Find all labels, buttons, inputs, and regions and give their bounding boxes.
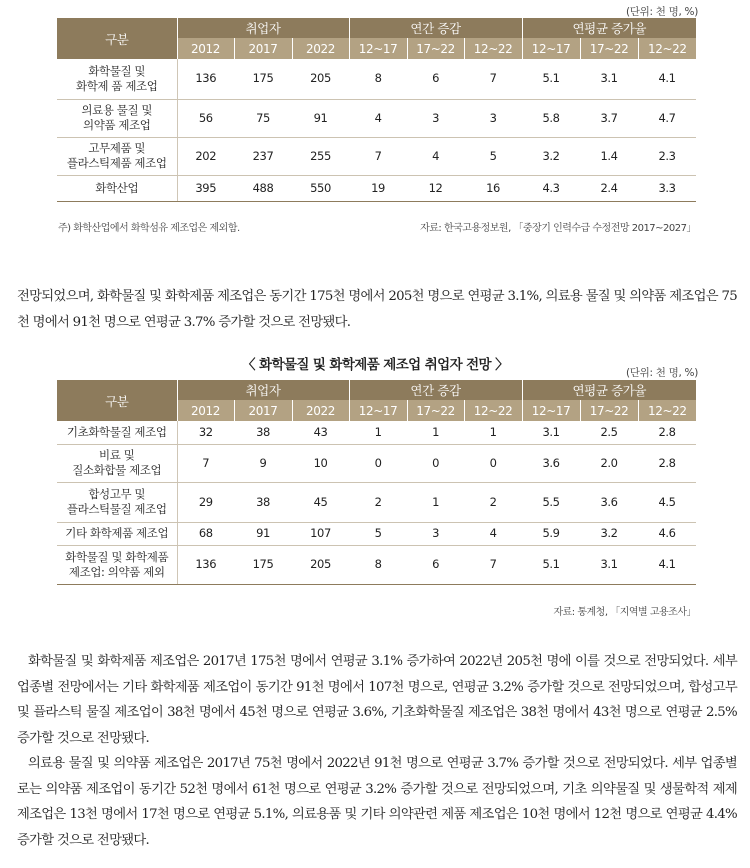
table-cell: 3.3 <box>638 175 696 201</box>
table-cell: 2.8 <box>638 444 696 482</box>
table1-subheader: 12~22 <box>464 38 522 59</box>
table-cell: 3.2 <box>580 522 638 545</box>
table-cell: 237 <box>234 137 292 175</box>
row-label-line: 화학제 품 제조업 <box>76 78 158 93</box>
table1-group-annual-change: 연간 증감 <box>349 18 522 38</box>
table-cell: 550 <box>292 175 349 201</box>
table2-subheader: 2022 <box>292 400 349 421</box>
table-cell: 32 <box>177 421 234 444</box>
table1-subheader: 12~17 <box>522 38 580 59</box>
table-cell: 2.3 <box>638 137 696 175</box>
table-cell: 1 <box>349 421 407 444</box>
row-label: 기타 화학제품 제조업 <box>57 522 177 545</box>
table-cell: 8 <box>349 545 407 584</box>
table-cell: 7 <box>464 59 522 99</box>
table-cell: 91 <box>292 99 349 137</box>
table-cell: 1 <box>407 421 464 444</box>
paragraph-3-text: 의료용 물질 및 의약품 제조업은 2017년 75천 명에서 2022년 91천 명으로 연평균 3.7% 증가할 것으로 전망되었다. 세부 업종별로는 의약품 제조업이 동기간 52천 명에서 61천 명으로 연평균 3.2% 증가할 것으로 전망되었으며, 기초 의약물질 및 생물학적 제제 제조업은 13천 명에서 17천 명으로 연평균 5.1%, 의료용품 및 기타 의약관련 제품 제조업은 10천 명에서 12천 명으로 연평균 4.4% 증가할 것으로 전망됐다. <box>17 756 737 848</box>
row-label: 기초화학물질 제조업 <box>57 421 177 444</box>
table-cell: 4.6 <box>638 522 696 545</box>
paragraph-2-text: 화학물질 및 화학제품 제조업은 2017년 175천 명에서 연평균 3.1% 증가하여 2022년 205천 명에 이를 것으로 전망되었다. 세부 업종별 전망에서는 기타 화학제품 제조업이 동기간 91천 명에서 107천 명으로, 연평균 3.2% 증가할 것으로 전망되었으며, 합성고무 및 플라스틱 물질 제조업이 38천 명에서 45천 명으로 연평균 3.6%, 기초화학물질 제조업은 38천 명에서 43천 명으로 연평균 2.5% 증가할 것으로 전망됐다. <box>17 654 737 746</box>
table-row <box>57 522 696 545</box>
row-label <box>57 482 177 522</box>
table1-group-growth-rate: 연평균 증가율 <box>522 18 696 38</box>
table-cell: 1 <box>407 482 464 522</box>
table2-corner: 구분 <box>57 380 177 421</box>
table-row <box>57 175 696 201</box>
table-cell: 5.9 <box>522 522 580 545</box>
row-label-line: 의료용 물질 및 <box>81 103 153 117</box>
table2-group-annual-change: 연간 증감 <box>349 380 522 400</box>
table-cell: 3 <box>407 522 464 545</box>
table-cell: 91 <box>234 522 292 545</box>
table-cell: 7 <box>349 137 407 175</box>
table-cell: 45 <box>292 482 349 522</box>
table-cell: 2 <box>349 482 407 522</box>
table-cell: 4.5 <box>638 482 696 522</box>
table2-group-growth-rate: 연평균 증가율 <box>522 380 696 400</box>
row-label-line: 플라스틱물질 제조업 <box>66 502 167 516</box>
table-cell: 12 <box>407 175 464 201</box>
table-row <box>57 444 696 482</box>
table-cell: 205 <box>292 545 349 584</box>
table-cell: 43 <box>292 421 349 444</box>
row-label-line: 의약품 제조업 <box>82 118 151 132</box>
table-cell: 5.5 <box>522 482 580 522</box>
table-row <box>57 421 696 444</box>
table-cell: 4.7 <box>638 99 696 137</box>
table2-subheader: 2012 <box>177 400 234 421</box>
table2-subheader: 17~22 <box>407 400 464 421</box>
table1-subheader: 17~22 <box>580 38 638 59</box>
table-row <box>57 99 696 137</box>
table2-subheader: 12~17 <box>522 400 580 421</box>
table-cell: 3 <box>407 99 464 137</box>
table-cell: 8 <box>349 59 407 99</box>
table-cell: 2.0 <box>580 444 638 482</box>
row-label-line: 화학물질 및 화학제품 <box>65 549 169 564</box>
table2-caption: 〈 화학물질 및 화학제품 제조업 취업자 전망 〉 <box>242 357 508 373</box>
table-cell: 202 <box>177 137 234 175</box>
row-label-line: 비료 및 <box>99 448 135 462</box>
table-cell: 175 <box>234 545 292 584</box>
table-cell: 3.1 <box>580 545 638 584</box>
table-cell: 5.8 <box>522 99 580 137</box>
table-cell: 2.8 <box>638 421 696 444</box>
table2-group-employed: 취업자 <box>177 380 349 400</box>
table-cell: 38 <box>234 482 292 522</box>
table-cell: 75 <box>234 99 292 137</box>
table-cell: 19 <box>349 175 407 201</box>
table-cell: 0 <box>407 444 464 482</box>
row-label: 화학산업 <box>57 175 177 201</box>
table-cell: 5 <box>464 137 522 175</box>
table2-subheader: 2017 <box>234 400 292 421</box>
table-cell: 0 <box>464 444 522 482</box>
table1-subheader: 17~22 <box>407 38 464 59</box>
table-row <box>57 545 696 584</box>
table-cell: 395 <box>177 175 234 201</box>
table2-source: 자료: 통계청, 「지역별 고용조사」 <box>553 607 696 618</box>
row-label-line: 제조업: 의약품 제외 <box>68 564 165 579</box>
table-cell: 3.1 <box>522 421 580 444</box>
table-row <box>57 482 696 522</box>
table-cell: 4 <box>349 99 407 137</box>
table-cell: 29 <box>177 482 234 522</box>
table-cell: 68 <box>177 522 234 545</box>
table2 <box>57 380 696 585</box>
table-cell: 3.2 <box>522 137 580 175</box>
table1-group-employed: 취업자 <box>177 18 349 38</box>
row-label-line: 질소화합물 제조업 <box>72 463 162 477</box>
table-cell: 16 <box>464 175 522 201</box>
table-cell: 4 <box>407 137 464 175</box>
table-cell: 3.6 <box>580 482 638 522</box>
table-cell: 2.4 <box>580 175 638 201</box>
table1-subheader: 2012 <box>177 38 234 59</box>
table-cell: 2.5 <box>580 421 638 444</box>
table1-footnote: 주) 화학산업에서 화학섬유 제조업은 제외함. <box>58 223 240 234</box>
table-cell: 5.1 <box>522 59 580 99</box>
table-cell: 4 <box>464 522 522 545</box>
row-label-line: 고무제품 및 <box>88 141 146 155</box>
table-cell: 5 <box>349 522 407 545</box>
table1-subheader: 12~22 <box>638 38 696 59</box>
table-cell: 56 <box>177 99 234 137</box>
row-label <box>57 137 177 175</box>
table-cell: 1.4 <box>580 137 638 175</box>
table1-subheader: 2017 <box>234 38 292 59</box>
table-cell: 4.1 <box>638 59 696 99</box>
row-label <box>57 59 177 99</box>
table-cell: 205 <box>292 59 349 99</box>
table-cell: 3.6 <box>522 444 580 482</box>
table-cell: 5.1 <box>522 545 580 584</box>
table2-unit: (단위: 천 명, %) <box>625 367 698 379</box>
table2-subheader: 12~22 <box>464 400 522 421</box>
table-cell: 0 <box>349 444 407 482</box>
table1-subheader: 12~17 <box>349 38 407 59</box>
row-label <box>57 444 177 482</box>
table1 <box>57 18 696 202</box>
table-cell: 38 <box>234 421 292 444</box>
table-cell: 7 <box>177 444 234 482</box>
row-label-line: 화학물질 및 <box>88 63 146 78</box>
row-label-line: 합성고무 및 <box>88 487 146 501</box>
table-cell: 3.7 <box>580 99 638 137</box>
table-row <box>57 59 696 99</box>
table-row <box>57 137 696 175</box>
table1-source: 자료: 한국고용정보원, 「중장기 인력수급 수정전망 2017~2027」 <box>420 223 696 234</box>
table-cell: 255 <box>292 137 349 175</box>
table-cell: 136 <box>177 545 234 584</box>
table-cell: 1 <box>464 421 522 444</box>
table-cell: 3.1 <box>580 59 638 99</box>
row-label <box>57 99 177 137</box>
table2-subheader: 12~17 <box>349 400 407 421</box>
table1-unit: (단위: 천 명, %) <box>625 6 698 18</box>
table1-corner: 구분 <box>57 18 177 59</box>
table-cell: 136 <box>177 59 234 99</box>
table-cell: 2 <box>464 482 522 522</box>
table-cell: 3 <box>464 99 522 137</box>
table-cell: 6 <box>407 545 464 584</box>
table1-subheader: 2022 <box>292 38 349 59</box>
table-cell: 6 <box>407 59 464 99</box>
row-label-line: 플라스틱제품 제조업 <box>66 156 167 170</box>
table2-subheader: 17~22 <box>580 400 638 421</box>
table-cell: 4.1 <box>638 545 696 584</box>
table-cell: 175 <box>234 59 292 99</box>
table-cell: 488 <box>234 175 292 201</box>
table-cell: 7 <box>464 545 522 584</box>
table-cell: 4.3 <box>522 175 580 201</box>
paragraph-1-text: 전망되었으며, 화학물질 및 화학제품 제조업은 동기간 175천 명에서 205천 명으로 연평균 3.1%, 의료용 물질 및 의약품 제조업은 75천 명에서 91천 명으로 연평균 3.7% 증가할 것으로 전망됐다. <box>17 289 737 330</box>
row-label <box>57 545 177 584</box>
body-text <box>17 649 737 853</box>
paragraph-1 <box>17 284 737 335</box>
table2-subheader: 12~22 <box>638 400 696 421</box>
table-cell: 107 <box>292 522 349 545</box>
table-cell: 10 <box>292 444 349 482</box>
table-cell: 9 <box>234 444 292 482</box>
